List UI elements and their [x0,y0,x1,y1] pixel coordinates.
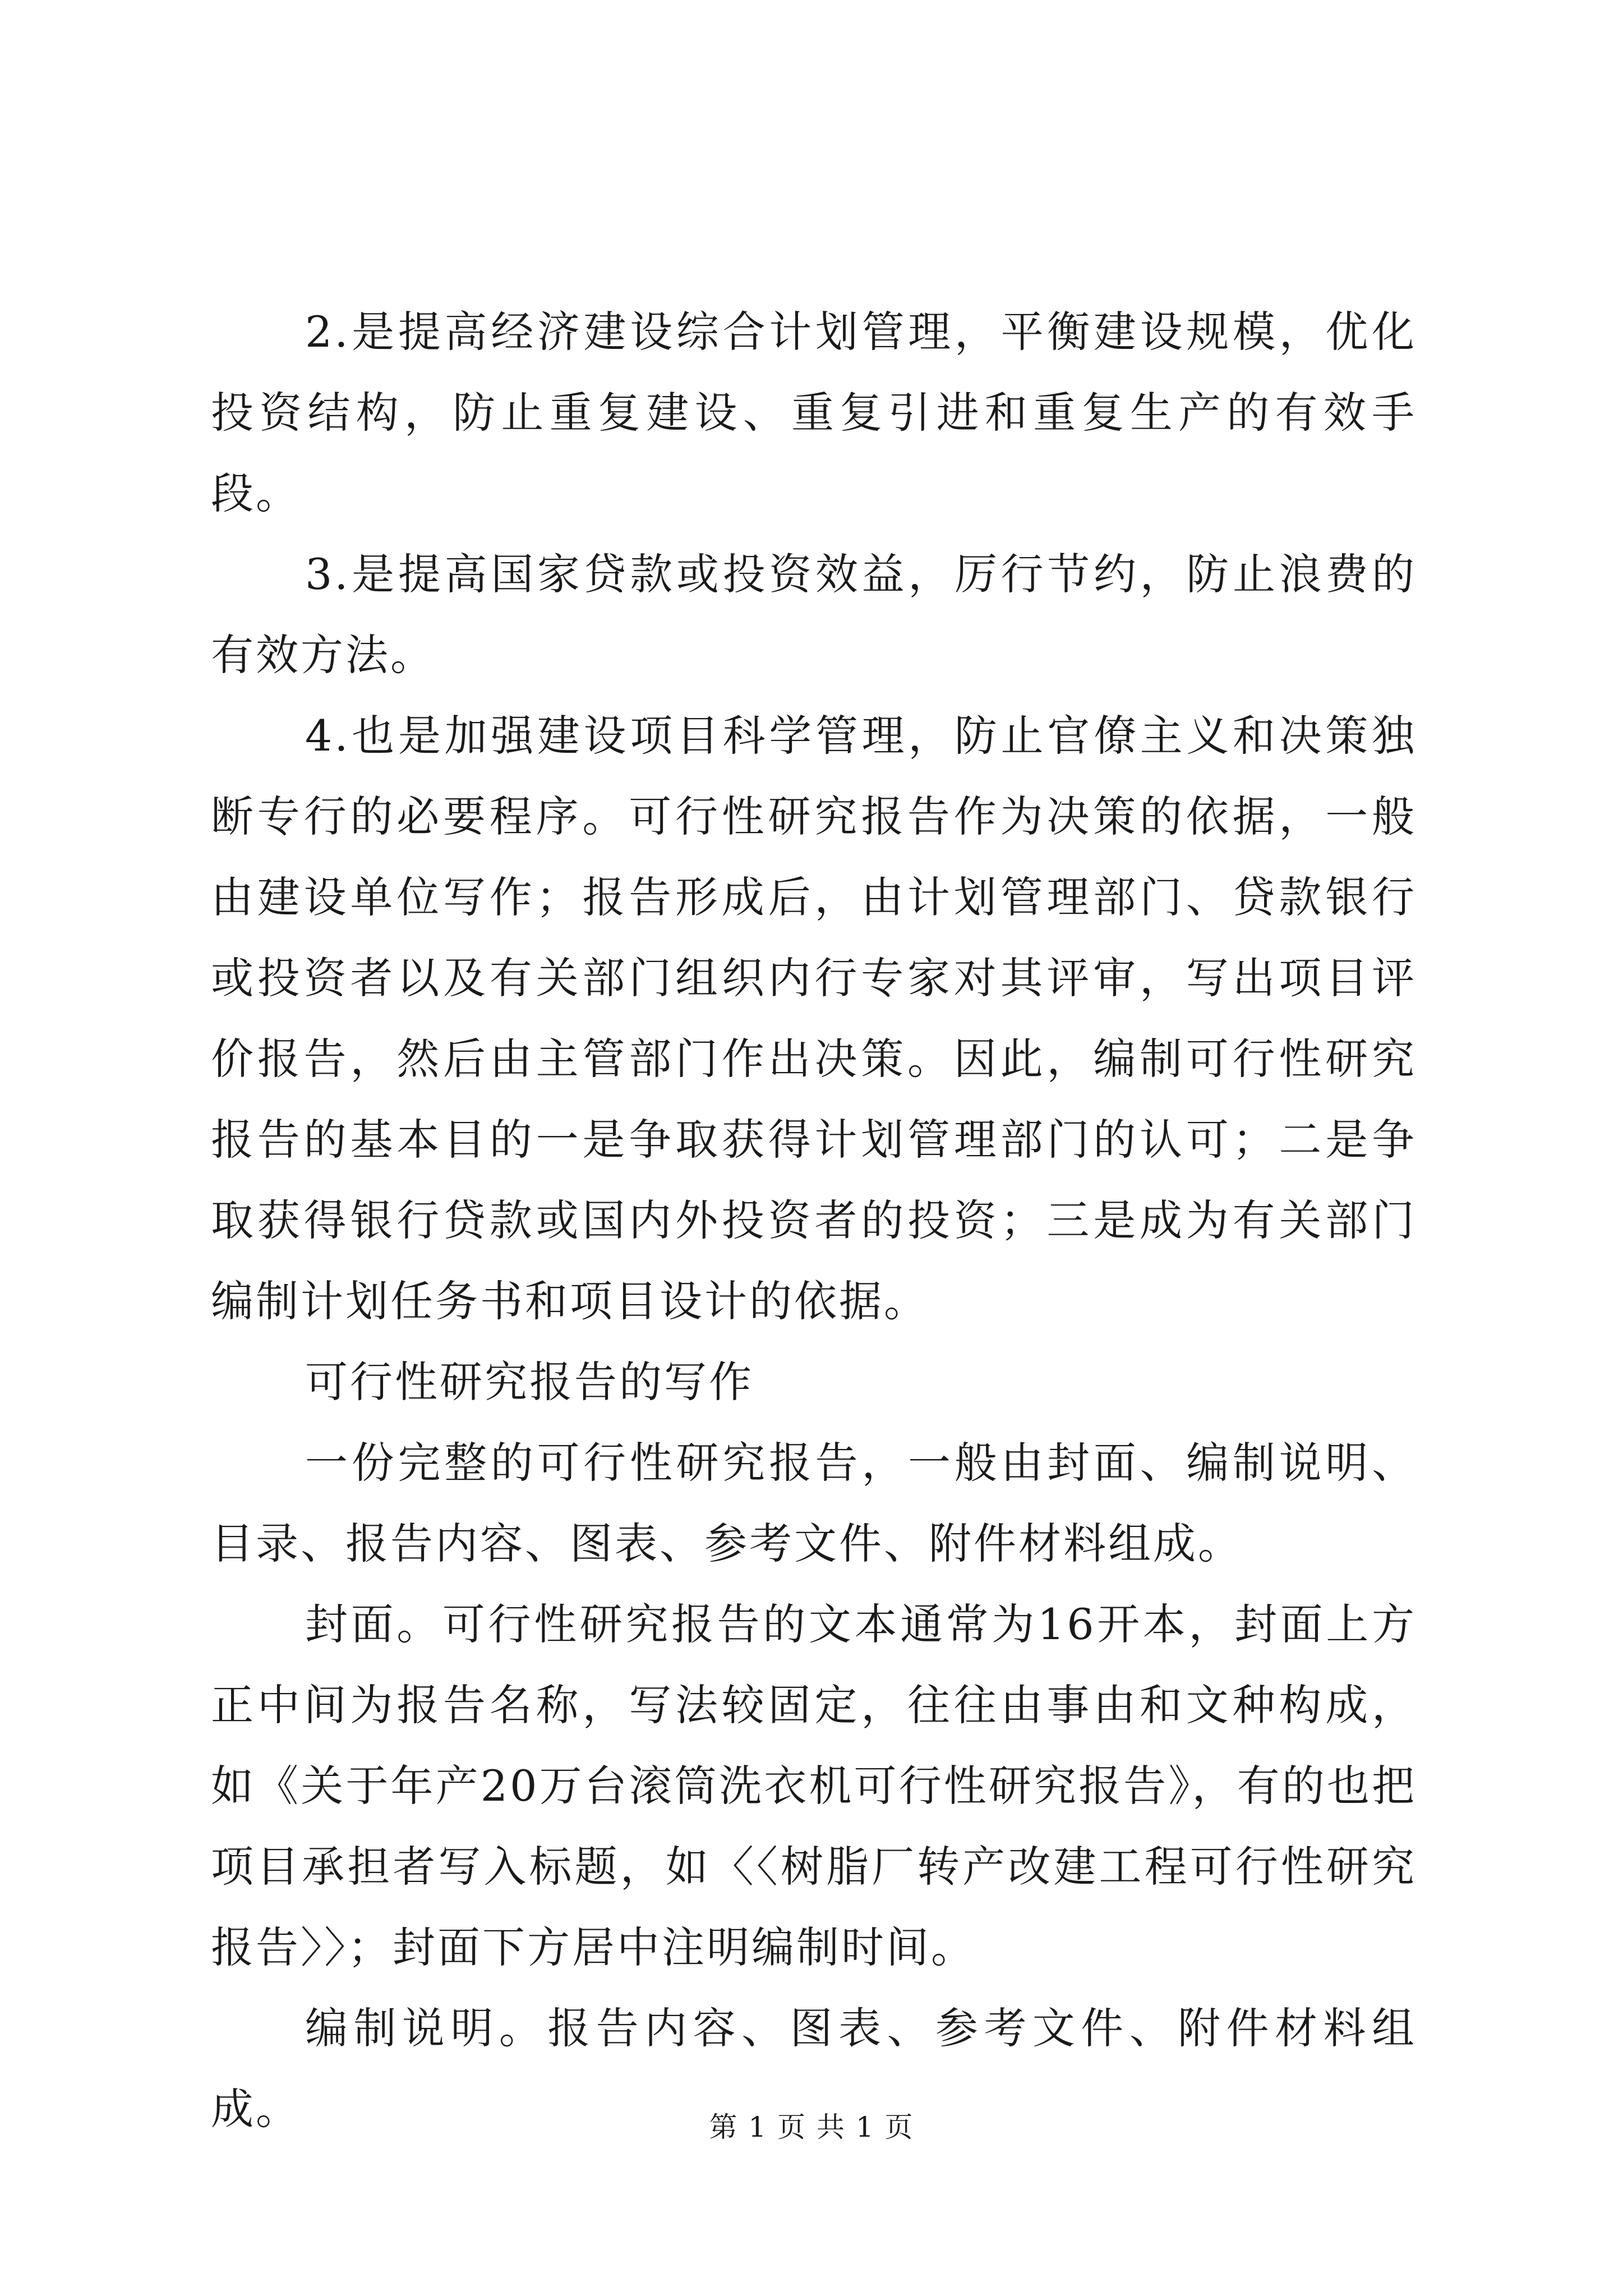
paragraph-point-2: 2.是提高经济建设综合计划管理，平衡建设规模，优化投资结构，防止重复建设、重复引进和重复生产的有效手段。 [211,307,1417,518]
paragraph-report-composition: 一份完整的可行性研究报告，一般由封面、编制说明、目录、报告内容、图表、参考文件、附件材料组成。 [211,1438,1417,1568]
paragraph-cover: 封面。可行性研究报告的文本通常为16开本，封面上方正中间为报告名称，写法较固定，往往由事由和文种构成，如《关于年产20万台滚筒洗衣机可行性研究报告》，有的也把项目承担者写入标题，如〈〈树脂厂转产改建工程可行性研究报告〉〉；封面下方居中注明编制时间。 [211,1599,1417,1972]
paragraph-point-4: 4.也是加强建设项目科学管理，防止官僚主义和决策独断专行的必要程序。可行性研究报告作为决策的依据，一般由建设单位写作；报告形成后，由计划管理部门、贷款银行或投资者以及有关部门组织内行专家对其评审，写出项目评价报告，然后由主管部门作出决策。因此，编制可行性研究报告的基本目的一是争取获得计划管理部门的认可；二是争取获得银行贷款或国内外投资者的投资；三是成为有关部门编制计划任务书和项目设计的依据。 [211,711,1417,1326]
page-footer: 第 1 页 共 1 页 [709,2111,914,2143]
paragraph-point-3: 3.是提高国家贷款或投资效益，厉行节约，防止浪费的有效方法。 [211,549,1417,680]
document-body [211,292,1417,2150]
paragraph-compilation-notes: 编制说明。报告内容、图表、参考文件、附件材料组成。 [211,2003,1417,2134]
section-heading-writing: 可行性研究报告的写作 [305,1357,754,1407]
